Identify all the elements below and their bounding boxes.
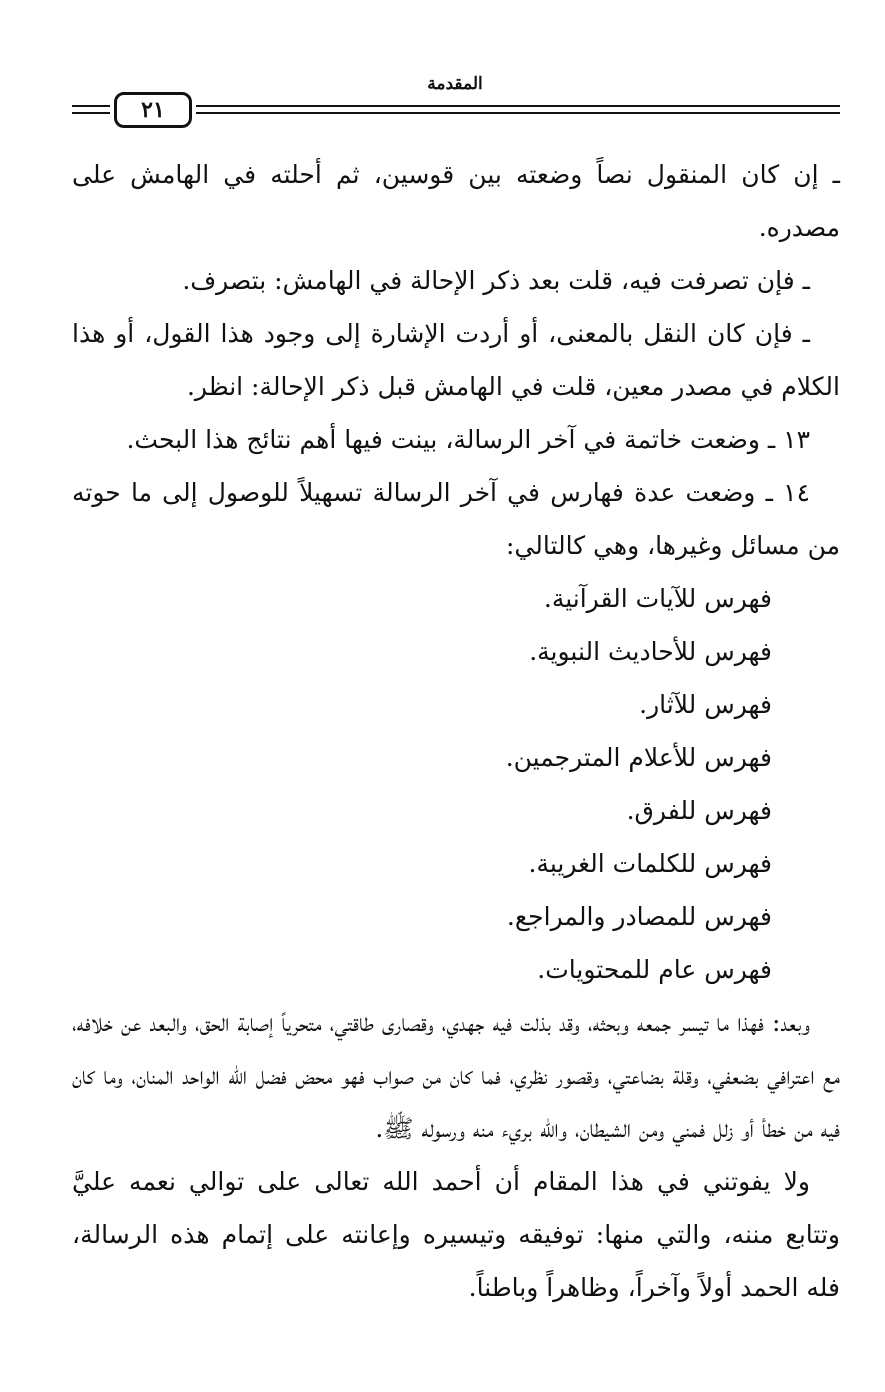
list-item: فهرس للمصادر والمراجع. <box>506 902 772 931</box>
header-rule-long <box>196 105 840 114</box>
index-list <box>72 572 840 996</box>
paragraph: ١٤ ـ وضعت عدة فهارس في آخر الرسالة تسهيلاً للوصول إلى ما حوته من مسائل وغيرها، وهي كالتالي: <box>72 478 840 560</box>
paragraph: ـ فإن تصرفت فيه، قلت بعد ذكر الإحالة في الهامش: بتصرف. <box>182 266 810 295</box>
paragraph: ١٣ ـ وضعت خاتمة في آخر الرسالة، بينت فيها أهم نتائج هذا البحث. <box>126 425 810 454</box>
list-item: فهرس للآثار. <box>639 690 772 719</box>
page-title: المقدمة <box>427 74 483 94</box>
list-item: فهرس للفرق. <box>626 796 772 825</box>
paragraph: ولا يفوتني في هذا المقام أن أحمد الله تعالى على توالي نعمه عليَّ وتتابع مننه، والتي منها: توفيقه وتيسيره وإعانته على إتمام هذه الرسالة، فله الحمد أولاً وآخراً، وظاهراً وباطناً. <box>72 1167 840 1302</box>
page-header <box>70 72 840 132</box>
header-rule-short <box>72 105 110 114</box>
list-item: فهرس للكلمات الغريبة. <box>528 849 772 878</box>
list-item: فهرس عام للمحتويات. <box>537 955 772 984</box>
page-number: ٢١ <box>114 92 192 128</box>
paragraph: ـ إن كان المنقول نصاً وضعته بين قوسين، ثم أحلته في الهامش على مصدره. <box>72 160 840 242</box>
list-item: فهرس للأحاديث النبوية. <box>529 637 772 666</box>
list-item: فهرس للأعلام المترجمين. <box>505 743 772 772</box>
list-item: فهرس للآيات القرآنية. <box>543 584 772 613</box>
page-body <box>72 148 840 1314</box>
paragraph: وبعد: فهذا ما تيسر جمعه وبحثه، وقد بذلت فيه جهدي، وقصارى طاقتي، متحرياً إصابة الحق، والبعد عن خلافه، مع اعترافي بضعفي، وقلة بضاعتي، وقصور نظري، فما كان من صواب فهو محض فضل الله الواحد المنان، وما كان فيه من خطأ أو زلل فمني ومن الشيطان، والله بريء منه ورسوله ﷺ. <box>72 1008 840 1143</box>
paragraph: ـ فإن كان النقل بالمعنى، أو أردت الإشارة إلى وجود هذا القول، أو هذا الكلام في مصدر معين، قلت في الهامش قبل ذكر الإحالة: انظر. <box>72 319 840 401</box>
